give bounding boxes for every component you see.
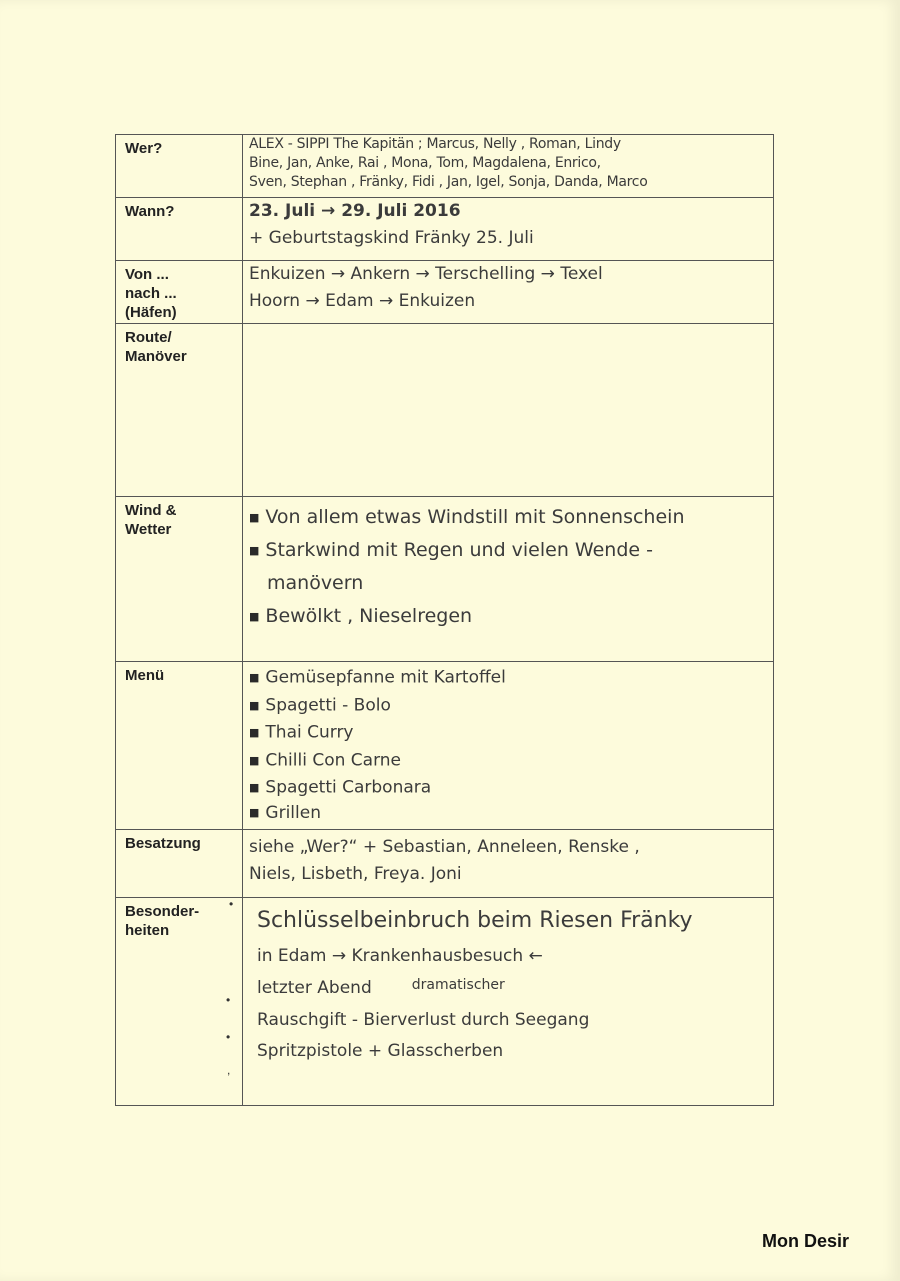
content-besonderheiten <box>243 898 774 1106</box>
row-route <box>116 324 774 497</box>
bullet-icon: ■ <box>249 805 260 819</box>
wind-line-4 <box>249 600 769 633</box>
menu-text-6: Grillen <box>265 802 321 823</box>
content-wann <box>243 198 774 261</box>
bullet-icon: ■ <box>249 781 260 794</box>
bullet-icon: ■ <box>249 511 260 524</box>
menu-line-6 <box>249 802 769 824</box>
menu-line-1 <box>249 664 769 692</box>
von-line-2: Hoorn → Edam → Enkuizen <box>249 291 476 311</box>
bullet-icon: ■ <box>249 544 260 557</box>
content-wer <box>243 135 774 198</box>
wer-line-3: Sven, Stephan , Fränky, Fidi , Jan, Igel, Sonja, Danda, Marco <box>249 174 648 190</box>
margin-dot-icon: • <box>226 993 231 1007</box>
margin-dot-icon: • <box>226 1030 231 1044</box>
row-besatzung <box>116 830 774 898</box>
wind-text-4: Bewölkt , Nieselregen <box>265 605 473 627</box>
bullet-icon: ■ <box>249 753 260 767</box>
row-von <box>116 261 774 324</box>
wind-line-2 <box>249 534 769 567</box>
bullet-icon: ■ <box>249 610 260 623</box>
beson-line-2: in Edam → Krankenhausbesuch ← <box>257 946 543 966</box>
margin-dot-icon: • <box>229 897 234 911</box>
wer-line-2: Bine, Jan, Anke, Rai , Mona, Tom, Magdalena, Enrico, <box>249 155 601 171</box>
row-wind <box>116 497 774 662</box>
row-wann <box>116 198 774 261</box>
wer-line-1: ALEX - SIPPI The Kapitän ; Marcus, Nelly , Roman, Lindy <box>249 136 621 152</box>
menu-line-4 <box>249 747 769 775</box>
content-wind <box>243 497 774 662</box>
menu-text-3: Thai Curry <box>265 722 354 743</box>
wann-line-1: 23. Juli → 29. Juli 2016 <box>249 201 461 221</box>
content-route <box>243 324 774 497</box>
menu-text-4: Chilli Con Carne <box>265 750 402 770</box>
menu-text-5: Spagetti Carbonara <box>265 777 432 798</box>
bullet-icon: ■ <box>249 726 260 739</box>
menu-text-2: Spagetti - Bolo <box>265 695 391 715</box>
footer-label: Mon Desir <box>762 1231 850 1251</box>
content-besatzung <box>243 830 774 898</box>
beson-annotation: dramatischer <box>411 977 505 993</box>
wind-text-1: Von allem etwas Windstill mit Sonnenschein <box>265 506 685 528</box>
wann-line-2: + Geburtstagskind Fränky 25. Juli <box>249 228 534 248</box>
wind-line-3 <box>249 567 769 600</box>
margin-dot-icon: , <box>227 1063 231 1077</box>
menu-line-2 <box>249 692 769 720</box>
wind-text-2: Starkwind mit Regen und vielen Wende - <box>265 539 653 561</box>
wind-text-3: manövern <box>267 572 364 594</box>
content-menu <box>243 662 774 830</box>
label-besonderheiten: Besonder- heiten <box>116 898 243 1106</box>
content-von <box>243 261 774 324</box>
logbook-table <box>115 134 774 1106</box>
bullet-icon: ■ <box>249 698 260 712</box>
besatzung-line-1: siehe „Wer?“ + Sebastian, Anneleen, Renske , <box>249 837 640 857</box>
wind-line-1 <box>249 501 769 534</box>
beson-line-4: Rauschgift - Bierverlust durch Seegang <box>257 1010 590 1030</box>
label-von: Von ... nach ... (Häfen) <box>116 261 243 324</box>
label-menu: Menü <box>116 662 243 830</box>
label-wer: Wer? <box>116 135 243 198</box>
menu-line-5 <box>249 774 769 802</box>
menu-line-3 <box>249 719 769 747</box>
beson-line-1: Schlüsselbeinbruch beim Riesen Fränky <box>257 908 693 933</box>
beson-line-3 <box>257 973 769 1004</box>
beson-text-3: letzter Abend <box>257 978 372 998</box>
besatzung-line-2: Niels, Lisbeth, Freya. Joni <box>249 864 462 884</box>
label-wann: Wann? <box>116 198 243 261</box>
beson-line-5: Spritzpistole + Glasscherben <box>257 1041 504 1061</box>
label-besatzung: Besatzung <box>116 830 243 898</box>
row-besonderheiten <box>116 898 774 1106</box>
row-wer <box>116 135 774 198</box>
bullet-icon: ■ <box>249 671 260 684</box>
label-route: Route/ Manöver <box>116 324 243 497</box>
row-menu <box>116 662 774 830</box>
von-line-1: Enkuizen → Ankern → Terschelling → Texel <box>249 264 603 284</box>
label-wind: Wind & Wetter <box>116 497 243 662</box>
menu-text-1: Gemüsepfanne mit Kartoffel <box>265 667 506 688</box>
